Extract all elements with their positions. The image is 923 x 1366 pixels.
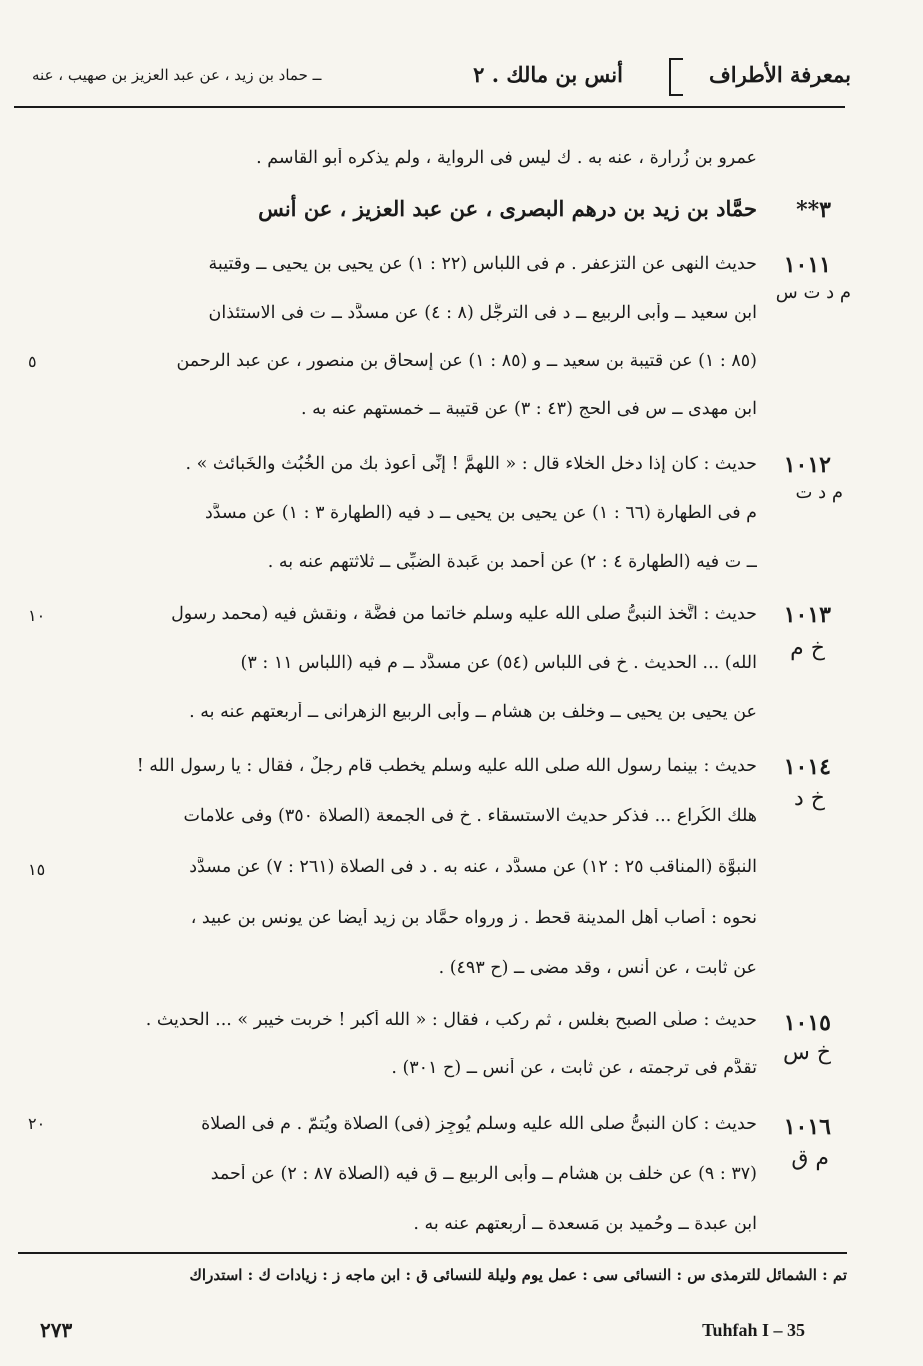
entry-line: عن يحيى بن يحيى ــ وخلف بن هشام ــ وأبى الربيع الزهرانى ــ أربعتهم عنه به . [189,702,757,722]
header-rule [14,106,845,108]
entry-line: (٣٧ : ٩) عن خلف بن هشام ــ وأبى الربيع ــ ق فيه (الصلاة ٨٧ : ٢) عن أحمد [210,1164,757,1184]
entry-line: م فى الطهارة (٦٦ : ١) عن يحيى بن يحيى ــ د فيه (الطهارة ٣ : ١) عن مسدَّد [204,503,757,523]
entry-sigla: خ م [790,636,825,661]
entry-number: ١٠١٣ [783,602,831,628]
entry-line: حديث : بينما رسول الله صلى الله عليه وسلم يخطب قام رجلٌ ، فقال : يا رسول الله ! [136,756,757,776]
entry-line: عن ثابت ، عن أنس ، وقد مضى ــ (ح ٤٩٣) . [438,958,757,978]
entry-sigla: م د ت [795,482,843,503]
entry-line: ابن عبدة ــ وحُميد بن مَسعدة ــ أربعتهم عنه به . [413,1214,757,1234]
entry-line: حديث النهى عن التزعفر . م فى اللباس (٢٢ : ١) عن يحيى بن يحيى ــ وقتيبة [208,254,757,274]
entry-number: ١٠١٤ [783,754,831,780]
entry-line: النبوَّة (المناقب ٢٥ : ١٢) عن مسدَّد ، عنه به . د فى الصلاة (٢٦١ : ٧) عن مسدَّد [189,857,757,877]
section-title: حمَّاد بن زيد بن درهم البصرى ، عن عبد العزيز ، عن أنس [258,196,757,221]
entry-line: الله) ... الحديث . خ فى اللباس (٥٤) عن مسدَّد ــ م فيه (اللباس ١١ : ٣) [240,653,757,673]
entry-line: نحوه : أصاب أهل المدينة قحط . ز ورواه حمَّاد بن زيد أيضا عن يونس بن عبيد ، [190,908,757,928]
line-margin-number: ٢٠ [28,1114,46,1133]
section-number: ٣** [796,197,831,223]
running-header [12,58,851,102]
entry-sigla: خ د [794,786,825,811]
entry-line: تقدَّم فى ترجمته ، عن ثابت ، عن أنس ــ (ح ٣٠١) . [391,1058,757,1078]
header-chain: ــ حماد بن زيد ، عن عبد العزيز بن صهيب ، عنه [32,66,322,84]
signature-mark: Tuhfah I – 35 [702,1320,805,1340]
page-number: ٢٧٣ [40,1318,73,1342]
entry-sigla: خ س [782,1040,831,1065]
header-subject: أنس بن مالك . ٢ [473,62,623,87]
entry-number: ١٠١٦ [783,1114,831,1140]
entry-line: حديث : كان إذا دخل الخلاء قال : « اللهمَّ ! إنِّى أعوذ بك من الخُبُث والخَبائث » . [185,454,757,474]
entry-line: هلك الكُراع ... فذكر حديث الاستسقاء . خ فى الجمعة (الصلاة ٣٥٠) وفى علامات [183,806,757,826]
footnote-rule [18,1252,847,1254]
intro-line: عمرو بن زُرارة ، عنه به . ك ليس فى الرواية ، ولم يذكره أبو القاسم . [256,148,757,168]
entry-line: ــ ت فيه (الطهارة ٤ : ٢) عن أحمد بن عَبدة الضبِّى ــ ثلاثتهم عنه به . [267,552,757,572]
entry-sigla: م ق [791,1146,829,1171]
entry-line: ابن سعيد ــ وأبى الربيع ــ د فى الترجُّل (٨ : ٤) عن مسدَّد ــ ت فى الاستئذان [208,303,757,323]
entry-sigla: م د ت س [775,282,851,303]
entry-line: (٨٥ : ١) عن قتيبة بن سعيد ــ و (٨٥ : ١) عن إسحاق بن منصور ، عن عبد الرحمن [176,351,757,371]
entry-line: حديث : كان النبىُّ صلى الله عليه وسلم يُوجِز (فى) الصلاة ويُتمّ . م فى الصلاة [201,1114,757,1134]
header-book-title: بمعرفة الأطراف [708,62,851,87]
line-margin-number: ١٥ [28,860,46,879]
entry-line: ابن مهدى ــ س فى الحج (٤٣ : ٣) عن قتيبة ــ خمستهم عنه به . [300,399,757,419]
entry-number: ١٠١٥ [783,1010,831,1036]
entry-line: حديث : اتَّخذ النبىُّ صلى الله عليه وسلم خاتما من فضَّة ، ونقش فيه (محمد رسول [171,604,757,624]
header-bracket [669,58,683,96]
entry-number: ١٠١٢ [783,452,831,478]
entry-number: ١٠١١ [783,252,831,278]
line-margin-number: ١٠ [28,606,46,625]
line-margin-number: ٥ [28,352,37,371]
entry-line: حديث : صلَّى الصبح بغلس ، ثم ركب ، فقال : « الله أكبر ! خربت خيبر » ... الحديث . [145,1010,757,1030]
footnote-legend: تم : الشمائل للترمذى س : النسائى سى : عمل يوم وليلة للنسائى ق : ابن ماجه ز : زيادات ك : استدراك [189,1266,847,1284]
